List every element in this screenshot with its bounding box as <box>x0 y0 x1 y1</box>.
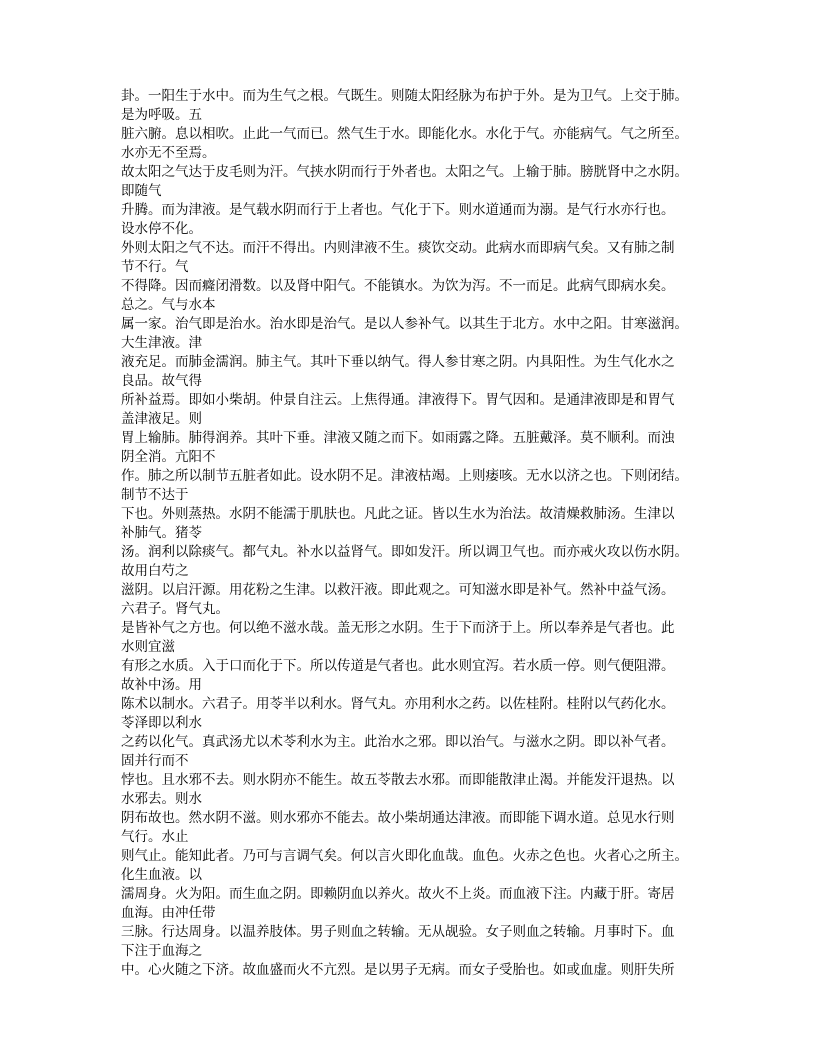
text-line: 水邪去。则水 <box>121 791 202 807</box>
text-line: 六君子。肾气丸。 <box>121 601 229 617</box>
text-line: 作。肺之所以制节五脏者如此。设水阴不足。津液枯竭。上则痿咳。无水以济之也。下则闭结。 <box>121 468 688 484</box>
text-line: 陈术以制水。六君子。用苓半以利水。肾气丸。亦用利水之药。以佐桂附。桂附以气药化水。 <box>121 696 675 712</box>
text-line: 脏六腑。息以相吹。止此一气而已。然气生于水。即能化水。水化于气。亦能病气。气之所至。 <box>121 126 688 142</box>
text-line: 三脉。行达周身。以温养肢体。男子则血之转输。无从觇验。女子则血之转输。月事时下。血 <box>121 924 675 940</box>
text-line: 胃上输肺。肺得润养。其叶下垂。津液又随之而下。如雨露之降。五脏戴泽。莫不顺利。而浊 <box>121 430 675 446</box>
text-line: 汤。润利以除痰气。都气丸。补水以益肾气。即如发汗。所以调卫气也。而亦戒火攻以伤水阴。 <box>121 544 688 560</box>
text-line: 下注于血海之 <box>121 943 202 959</box>
document-body <box>121 87 697 980</box>
text-line: 则气止。能知此者。乃可与言调气矣。何以言火即化血哉。血色。火赤之色也。火者心之所主。 <box>121 848 688 864</box>
text-line: 大生津液。津 <box>121 335 202 351</box>
text-line: 有形之水质。入于口而化于下。所以传道是气者也。此水则宜泻。若水质一停。则气便阻滞。 <box>121 658 675 674</box>
text-line: 总之。气与水本 <box>121 297 216 313</box>
text-line: 故补中汤。用 <box>121 677 202 693</box>
text-line: 悖也。且水邪不去。则水阴亦不能生。故五苓散去水邪。而即能散津止渴。并能发汗退热。以 <box>121 772 675 788</box>
text-line: 卦。一阳生于水中。而为生气之根。气既生。则随太阳经脉为布护于外。是为卫气。上交于肺。 <box>121 88 688 104</box>
text-line: 是皆补气之方也。何以绝不滋水哉。盖无形之水阴。生于下而济于上。所以奉养是气者也。此 <box>121 620 675 636</box>
text-line: 所补益焉。即如小柴胡。仲景自注云。上焦得通。津液得下。胃气因和。是通津液即是和胃气 <box>121 392 675 408</box>
text-line: 制节不达于 <box>121 487 189 503</box>
text-line: 不得降。因而癃闭滑数。以及肾中阳气。不能镇水。为饮为泻。不一而足。此病气即病水矣。 <box>121 278 675 294</box>
text-line: 水则宜滋 <box>121 639 175 655</box>
text-line: 节不行。气 <box>121 259 189 275</box>
text-line: 化生血液。以 <box>121 867 202 883</box>
text-line: 滋阴。以启汗源。用花粉之生津。以救汗液。即此观之。可知滋水即是补气。然补中益气汤。 <box>121 582 675 598</box>
text-line: 阴布故也。然水阴不滋。则水邪亦不能去。故小柴胡通达津液。而即能下调水道。总见水行则 <box>121 810 675 826</box>
text-line: 气行。水止 <box>121 829 189 845</box>
text-line: 即随气 <box>121 183 162 199</box>
text-line: 设水停不化。 <box>121 221 202 237</box>
text-line: 属一家。治气即是治水。治水即是治气。是以人参补气。以其生于北方。水中之阳。甘寒滋润。 <box>121 316 688 332</box>
text-line: 下也。外则蒸热。水阴不能濡于肌肤也。凡此之证。皆以生水为治法。故清燥救肺汤。生津以 <box>121 506 675 522</box>
text-line: 良品。故气得 <box>121 373 202 389</box>
text-line: 苓泽即以利水 <box>121 715 202 731</box>
text-line: 濡周身。火为阳。而生血之阴。即赖阴血以养火。故火不上炎。而血液下注。内藏于肝。寄居 <box>121 886 675 902</box>
text-line: 是为呼吸。五 <box>121 107 202 123</box>
text-line: 液充足。而肺金濡润。肺主气。其叶下垂以纳气。得人参甘寒之阴。内具阳性。为生气化水之 <box>121 354 675 370</box>
text-line: 水亦无不至焉。 <box>121 145 216 161</box>
text-line: 血海。由冲任带 <box>121 905 216 921</box>
text-line: 补肺气。猪苓 <box>121 525 202 541</box>
text-line: 固并行而不 <box>121 753 189 769</box>
text-line: 故用白芍之 <box>121 563 189 579</box>
text-line: 故太阳之气达于皮毛则为汗。气挟水阴而行于外者也。太阳之气。上输于肺。膀胱肾中之水阴。 <box>121 164 688 180</box>
text-line: 中。心火随之下济。故血盛而火不亢烈。是以男子无病。而女子受胎也。如或血虚。则肝失所 <box>121 962 675 978</box>
text-line: 阴全消。亢阳不 <box>121 449 216 465</box>
text-line: 升腾。而为津液。是气载水阴而行于上者也。气化于下。则水道通而为溺。是气行水亦行也。 <box>121 202 675 218</box>
text-line: 之药以化气。真武汤尤以术苓利水为主。此治水之邪。即以治气。与滋水之阴。即以补气者。 <box>121 734 675 750</box>
text-line: 盖津液足。则 <box>121 411 202 427</box>
text-line: 外则太阳之气不达。而汗不得出。内则津液不生。痰饮交动。此病水而即病气矣。又有肺之制 <box>121 240 675 256</box>
